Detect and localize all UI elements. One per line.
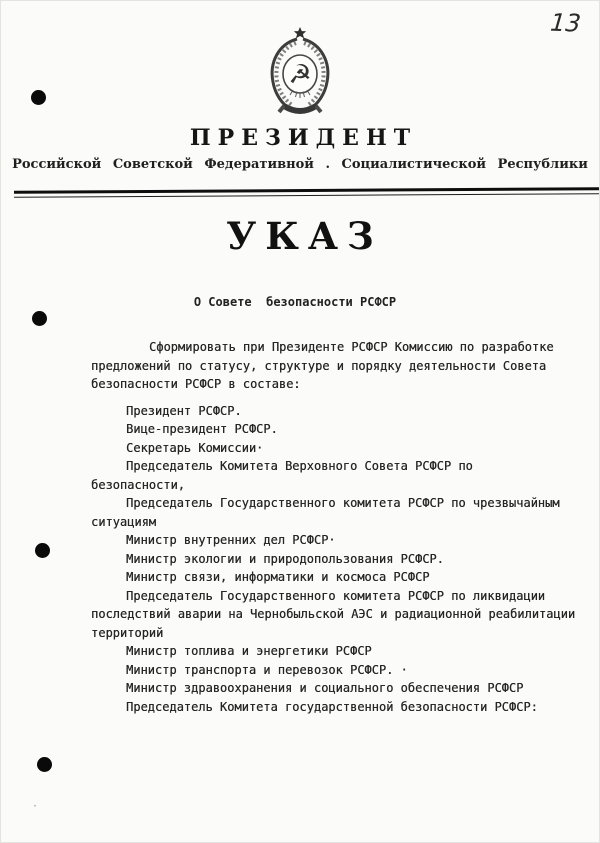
decree-body xyxy=(91,338,596,716)
member-line: ситуациям xyxy=(91,514,157,529)
paragraph-line: предложений по статусу, структуре и порядку деятельности Совета xyxy=(91,358,547,373)
decree-subject: О Совете безопасности РСФСР xyxy=(193,295,397,309)
star-icon xyxy=(294,27,306,38)
hammer-sickle-icon: ☭ xyxy=(288,60,312,90)
member-line: территорий xyxy=(91,625,164,640)
rsfsr-coat-of-arms-icon xyxy=(262,26,338,118)
member-line: безопасности, xyxy=(91,477,185,492)
letterhead-president-title: ПРЕЗИДЕНТ xyxy=(189,125,418,151)
handwritten-page-number: 13 xyxy=(546,8,585,38)
commission-member-list xyxy=(91,402,596,717)
letterhead-republic-subtitle: Российской Советской Федеративной . Социалистической Республики xyxy=(12,157,588,172)
member-line: Председатель Государственного комитета РСФСР по ликвидации xyxy=(126,588,546,603)
member-line: Министр здравоохранения и социального обеспечения РСФСР xyxy=(126,681,524,695)
member-line: Секретарь Комиссии· xyxy=(126,440,264,455)
scan-speck: · xyxy=(32,801,39,812)
member-line: Министр транспорта и перевозок РСФСР. · xyxy=(126,662,408,677)
letterhead-double-rule xyxy=(14,187,599,198)
member-line: Председатель Государственного комитета РСФСР по чрезвычайным xyxy=(126,496,560,510)
hole-punch-dot xyxy=(32,311,47,326)
paragraph-line: безопасности РСФСР в составе: xyxy=(91,377,301,391)
paragraph-line: Сформировать при Президенте РСФСР Комиссию по разработке xyxy=(149,340,554,354)
member-line: Президент РСФСР. xyxy=(126,403,242,418)
member-line: Министр внутренних дел РСФСР· xyxy=(126,533,336,547)
hole-punch-dot xyxy=(35,543,50,558)
member-line: Председатель Комитета государственной безопасности РСФСР: xyxy=(126,699,538,714)
member-line: Вице-президент РСФСР. xyxy=(126,422,278,436)
member-line: Министр связи, информатики и космоса РСФСР xyxy=(126,570,430,584)
member-line: Председатель Комитета Верховного Совета РСФСР по xyxy=(126,459,473,473)
hole-punch-dot xyxy=(37,757,52,772)
decree-title: УКАЗ xyxy=(226,214,383,258)
hole-punch-dot xyxy=(31,90,46,105)
member-line: Министр экологии и природопользования РСФСР. xyxy=(126,551,444,566)
decree-paragraph xyxy=(91,338,596,394)
member-line: Министр топлива и энергетики РСФСР xyxy=(126,644,372,658)
member-line: последствий аварии на Чернобыльской АЭС и радиационной реабилитации xyxy=(91,607,576,621)
